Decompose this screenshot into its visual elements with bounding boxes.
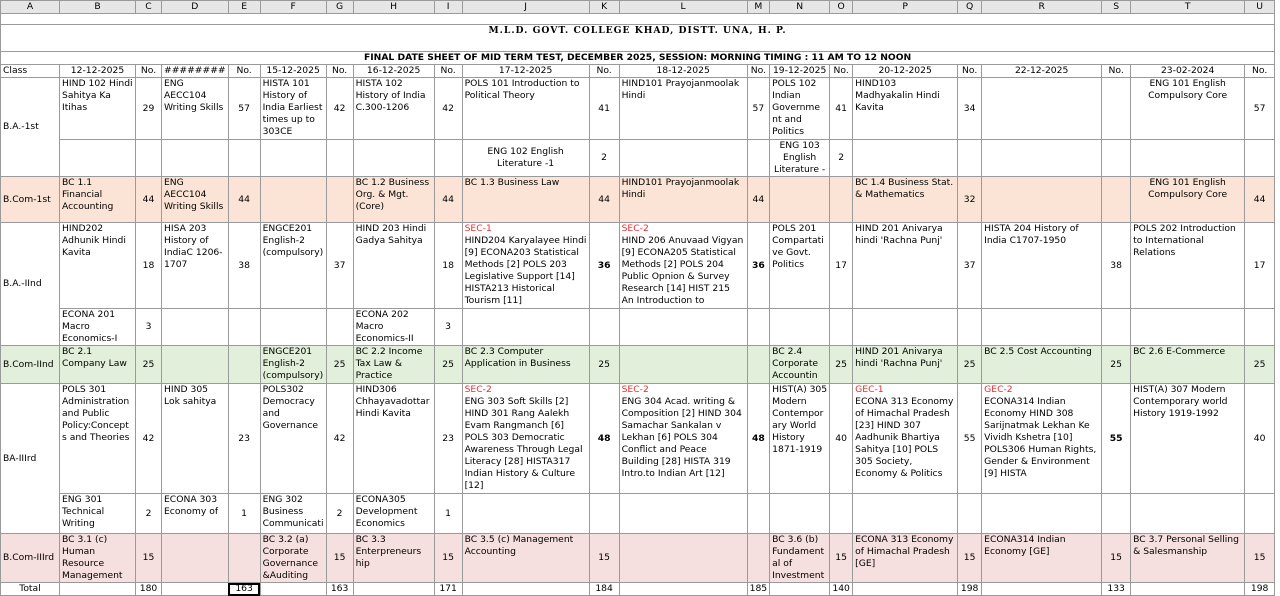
empty-cell[interactable] <box>162 140 229 177</box>
empty-cell[interactable] <box>60 140 136 177</box>
empty-cell[interactable] <box>462 494 589 534</box>
count-cell[interactable]: 25 <box>1102 346 1131 384</box>
total-cell[interactable]: 133 <box>1102 583 1131 596</box>
empty-cell[interactable] <box>353 140 434 177</box>
total-cell[interactable]: 184 <box>589 583 619 596</box>
col-letter[interactable]: R <box>982 1 1102 14</box>
count-cell[interactable] <box>326 177 353 223</box>
empty-cell[interactable] <box>982 583 1102 596</box>
class-cell[interactable]: B.Com-IIIrd <box>1 534 60 583</box>
empty-cell[interactable] <box>1102 140 1131 177</box>
subject-cell[interactable] <box>462 384 589 494</box>
subject-cell[interactable] <box>770 177 830 223</box>
empty-cell[interactable] <box>326 140 353 177</box>
table-row <box>1 78 1275 140</box>
class-cell[interactable]: B.A.-1st <box>1 78 60 177</box>
empty-cell[interactable] <box>162 583 229 596</box>
table-row <box>1 223 1275 309</box>
subject-cell[interactable] <box>619 346 747 384</box>
count-cell[interactable]: 2 <box>136 494 162 534</box>
header-date[interactable]: 16-12-2025 <box>353 65 434 78</box>
count-cell[interactable]: 25 <box>830 346 853 384</box>
count-cell[interactable]: 1 <box>228 494 260 534</box>
total-cell[interactable]: 171 <box>434 583 462 596</box>
header-no[interactable]: No. <box>747 65 770 78</box>
class-cell[interactable]: BA-IIIrd <box>1 384 60 534</box>
header-date[interactable]: 12-12-2025 <box>60 65 136 78</box>
subject-cell[interactable]: BC 2.2 Income Tax Law & Practice <box>353 346 434 384</box>
empty-cell[interactable] <box>770 583 830 596</box>
empty-cell[interactable] <box>1131 583 1245 596</box>
subject-cell[interactable]: BC 2.1 Company Law <box>60 346 136 384</box>
empty-cell[interactable] <box>982 494 1102 534</box>
subject-cell[interactable]: HIND101 Prayojanmoolak Hindi <box>619 177 747 223</box>
header-no[interactable]: No. <box>434 65 462 78</box>
count-cell[interactable]: 57 <box>228 78 260 140</box>
col-letter[interactable]: N <box>770 1 830 14</box>
subject-list: ENG 303 Soft Skills [2] HIND 301 Rang Aalekh Evam Rangmanch [6] POLS 303 Democratic Awareness Through Legal Literacy [28] HISTA317 Indian History & Culture [12] <box>464 396 583 491</box>
col-letter[interactable]: L <box>619 1 747 14</box>
subject-cell[interactable] <box>982 177 1102 223</box>
subject-cell[interactable]: HIND 201 Anivarya hindi 'Rachna Punj' <box>853 223 958 309</box>
count-cell[interactable]: 38 <box>1102 223 1131 309</box>
sec-label: GEC-1 <box>855 384 884 395</box>
total-cell[interactable]: 163 <box>326 583 353 596</box>
empty-cell[interactable] <box>619 309 747 346</box>
count-cell[interactable]: 36 <box>747 223 770 309</box>
count-cell[interactable]: 29 <box>136 78 162 140</box>
subject-cell[interactable] <box>619 534 747 583</box>
subject-cell[interactable]: BC 3.2 (a) Corporate Governance &Auditing <box>260 534 326 583</box>
count-cell[interactable]: 55 <box>1102 384 1131 494</box>
subject-cell[interactable]: BC 2.5 Cost Accounting <box>982 346 1102 384</box>
count-cell[interactable]: 25 <box>958 346 982 384</box>
col-letter[interactable]: S <box>1102 1 1131 14</box>
empty-cell[interactable] <box>1131 309 1245 346</box>
empty-cell[interactable] <box>228 309 260 346</box>
count-cell[interactable]: 42 <box>136 384 162 494</box>
count-cell[interactable]: 18 <box>136 223 162 309</box>
empty-cell[interactable] <box>747 309 770 346</box>
count-cell[interactable]: 40 <box>830 384 853 494</box>
count-cell[interactable]: 57 <box>747 78 770 140</box>
col-letter[interactable]: P <box>853 1 958 14</box>
subject-cell[interactable] <box>853 384 958 494</box>
subject-cell[interactable]: POLS302 Democracy and Governance <box>260 384 326 494</box>
empty-cell[interactable] <box>958 309 982 346</box>
count-cell[interactable] <box>228 534 260 583</box>
empty-cell[interactable] <box>260 140 326 177</box>
subject-cell[interactable]: ECONA 313 Economy of Himachal Pradesh [GE] <box>853 534 958 583</box>
class-cell[interactable]: B.Com-IInd <box>1 346 60 384</box>
col-letter[interactable]: Q <box>958 1 982 14</box>
header-no[interactable]: No. <box>589 65 619 78</box>
sheet-title[interactable]: M.L.D. GOVT. COLLEGE KHAD, DISTT. UNA, H. P. <box>1 25 1275 52</box>
empty-cell[interactable] <box>619 140 747 177</box>
subject-cell[interactable]: ECONA 202 Macro Economics-II <box>353 309 434 346</box>
empty-cell[interactable] <box>830 494 853 534</box>
count-cell[interactable]: 25 <box>589 346 619 384</box>
table-row <box>1 534 1275 583</box>
empty-cell[interactable] <box>830 309 853 346</box>
subject-cell[interactable] <box>162 346 229 384</box>
empty-cell[interactable] <box>353 583 434 596</box>
empty-cell[interactable] <box>1131 494 1245 534</box>
header-date[interactable]: 18-12-2025 <box>619 65 747 78</box>
empty-cell[interactable] <box>1102 494 1131 534</box>
empty-cell[interactable] <box>1102 309 1131 346</box>
header-date[interactable]: 19-12-2025 <box>770 65 830 78</box>
subject-cell[interactable]: HIND 203 Hindi Gadya Sahitya <box>353 223 434 309</box>
col-letter[interactable]: J <box>462 1 589 14</box>
total-cell[interactable]: 180 <box>136 583 162 596</box>
col-letter[interactable]: H <box>353 1 434 14</box>
count-cell[interactable]: 2 <box>589 140 619 177</box>
count-cell[interactable]: 23 <box>228 384 260 494</box>
subject-cell[interactable]: POLS 202 Introduction to International Relations <box>1131 223 1245 309</box>
subject-cell[interactable] <box>982 384 1102 494</box>
header-class[interactable]: Class <box>1 65 60 78</box>
col-letter[interactable]: G <box>326 1 353 14</box>
subject-cell[interactable]: ECONA 201 Macro Economics-I <box>60 309 136 346</box>
subject-cell[interactable] <box>619 384 747 494</box>
count-cell[interactable]: 37 <box>326 223 353 309</box>
subject-cell[interactable]: POLS 102 Indian Governme nt and Politics <box>770 78 830 140</box>
count-cell[interactable]: 15 <box>830 534 853 583</box>
subject-cell[interactable]: ENG 103 English Literature - <box>770 140 830 177</box>
header-no[interactable]: No. <box>830 65 853 78</box>
table-row <box>1 494 1275 534</box>
count-cell[interactable]: 44 <box>434 177 462 223</box>
header-date[interactable]: 22-12-2025 <box>982 65 1102 78</box>
subject-list: ENG 304 Acad. writing & Composition [2] HIND 304 Samachar Sankalan v Lekhan [6] POLS 304 Conflict and Peace Building [28] HISTA 319 Intro.to Indian Art [12] <box>621 396 742 479</box>
count-cell[interactable]: 48 <box>747 384 770 494</box>
sheet-subtitle[interactable]: FINAL DATE SHEET OF MID TERM TEST, DECEMBER 2025, SESSION: MORNING TIMING : 11 AM TO 12 NOON <box>1 52 1275 65</box>
subject-cell[interactable]: ENG 101 English Compulsory Core <box>1131 177 1245 223</box>
count-cell[interactable]: 23 <box>434 384 462 494</box>
empty-cell[interactable] <box>853 494 958 534</box>
subject-cell[interactable]: HIND101 Prayojanmoolak Hindi <box>619 78 747 140</box>
count-cell[interactable] <box>1102 177 1131 223</box>
subject-cell[interactable]: BC 3.6 (b) Fundament al of Investment <box>770 534 830 583</box>
count-cell[interactable]: 44 <box>589 177 619 223</box>
table-row <box>1 346 1275 384</box>
header-no[interactable]: No. <box>228 65 260 78</box>
subject-cell[interactable]: BC 3.1 (c) Human Resource Management <box>60 534 136 583</box>
subject-cell[interactable]: HIND202 Adhunik Hindi Kavita <box>60 223 136 309</box>
empty-cell[interactable] <box>619 494 747 534</box>
subject-cell[interactable]: HIND 201 Anivarya hindi 'Rachna Punj' <box>853 346 958 384</box>
count-cell[interactable]: 48 <box>589 384 619 494</box>
col-letter[interactable]: D <box>162 1 229 14</box>
col-letter[interactable]: M <box>747 1 770 14</box>
empty-cell[interactable] <box>228 140 260 177</box>
subject-list: ECONA 313 Economy of Himachal Pradesh [23] HIND 307 Aadhunik Bhartiya Sahitya [10] POLS 305 Society, Economy & Politics <box>855 396 954 479</box>
count-cell[interactable]: 44 <box>747 177 770 223</box>
sec-label: SEC-2 <box>464 384 492 395</box>
empty-cell[interactable] <box>853 140 958 177</box>
empty-cell[interactable] <box>462 309 589 346</box>
subject-list: HIND 206 Anuvaad Vigyan [9] ECONA205 Statistical Methods [2] POLS 204 Public Opnion & Survey Research [14] HIST 215 An Introduction to <box>621 235 744 306</box>
count-cell[interactable]: 34 <box>958 78 982 140</box>
header-date[interactable]: 15-12-2025 <box>260 65 326 78</box>
count-cell[interactable]: 2 <box>326 494 353 534</box>
sec-label: SEC-2 <box>621 384 649 395</box>
count-cell[interactable]: 42 <box>434 78 462 140</box>
subject-cell[interactable]: ENG 301 Technical Writing <box>60 494 136 534</box>
subject-cell[interactable]: HIND306 Chhayavadottar Hindi Kavita <box>353 384 434 494</box>
empty-cell[interactable] <box>326 309 353 346</box>
header-date[interactable]: ######## <box>162 65 229 78</box>
count-cell[interactable]: 44 <box>136 177 162 223</box>
empty-cell[interactable] <box>1131 140 1245 177</box>
col-letter[interactable]: F <box>260 1 326 14</box>
count-cell[interactable]: 15 <box>326 534 353 583</box>
empty-cell[interactable] <box>619 583 747 596</box>
sec-label: SEC-2 <box>621 223 649 234</box>
col-letter[interactable]: K <box>589 1 619 14</box>
subject-cell[interactable]: ENG 101 English Compulsory Core <box>1131 78 1245 140</box>
count-cell[interactable]: 44 <box>228 177 260 223</box>
subject-cell[interactable]: HIND 305 Lok sahitya <box>162 384 229 494</box>
class-cell[interactable]: B.Com-1st <box>1 177 60 223</box>
sec-label: SEC-1 <box>464 223 492 234</box>
count-cell[interactable]: 40 <box>1245 384 1275 494</box>
blank-row[interactable] <box>1 14 1275 25</box>
count-cell[interactable]: 42 <box>326 78 353 140</box>
header-row <box>1 65 1275 78</box>
empty-cell[interactable] <box>982 140 1102 177</box>
col-letter[interactable]: E <box>228 1 260 14</box>
subject-cell[interactable]: BC 1.3 Business Law <box>462 177 589 223</box>
subject-cell[interactable]: POLS 101 Introduction to Political Theory <box>462 78 589 140</box>
subject-cell[interactable] <box>162 534 229 583</box>
subject-cell[interactable] <box>462 223 589 309</box>
empty-cell[interactable] <box>747 140 770 177</box>
table-row <box>1 309 1275 346</box>
empty-cell[interactable] <box>853 583 958 596</box>
empty-cell[interactable] <box>589 309 619 346</box>
subject-cell[interactable]: BC 1.1 Financial Accounting <box>60 177 136 223</box>
header-date[interactable]: 23-02-2024 <box>1131 65 1245 78</box>
count-cell[interactable]: 25 <box>1245 346 1275 384</box>
count-cell[interactable]: 32 <box>958 177 982 223</box>
count-cell[interactable]: 44 <box>1245 177 1275 223</box>
empty-cell[interactable] <box>462 583 589 596</box>
subject-cell[interactable]: HISTA 102 History of India C.300-1206 <box>353 78 434 140</box>
empty-cell[interactable] <box>1245 309 1275 346</box>
empty-cell[interactable] <box>60 583 136 596</box>
header-no[interactable]: No. <box>1102 65 1131 78</box>
count-cell[interactable]: 25 <box>326 346 353 384</box>
subject-cell[interactable]: BC 1.2 Business Org. & Mgt.(Core) <box>353 177 434 223</box>
empty-cell[interactable] <box>958 140 982 177</box>
subject-cell[interactable]: ENG 102 English Literature -1 <box>462 140 589 177</box>
total-row <box>1 583 1275 596</box>
count-cell[interactable]: 1 <box>434 494 462 534</box>
header-date[interactable]: 17-12-2025 <box>462 65 589 78</box>
count-cell[interactable]: 55 <box>958 384 982 494</box>
class-cell[interactable]: B.A.-IInd <box>1 223 60 346</box>
subject-cell[interactable]: ENG AECC104 Writing Skills <box>162 177 229 223</box>
count-cell[interactable] <box>228 346 260 384</box>
empty-cell[interactable] <box>162 309 229 346</box>
count-cell[interactable] <box>1102 78 1131 140</box>
header-no[interactable]: No. <box>958 65 982 78</box>
count-cell[interactable]: 17 <box>830 223 853 309</box>
col-letter[interactable]: O <box>830 1 853 14</box>
subject-cell[interactable]: BC 3.3 Enterpreneurs hip <box>353 534 434 583</box>
subject-cell[interactable]: HIND 102 Hindi Sahitya Ka Itihas <box>60 78 136 140</box>
subject-list: ECONA314 Indian Economy HIND 308 Sarijnatmak Lekhan Ke Vividh Kshetra [10] POLS306 Human Rights, Gender & Environment [9] HISTA <box>984 396 1097 479</box>
empty-cell[interactable] <box>853 309 958 346</box>
count-cell[interactable]: 41 <box>589 78 619 140</box>
col-letter[interactable]: A <box>1 1 60 14</box>
total-cell[interactable]: 140 <box>830 583 853 596</box>
empty-cell[interactable] <box>1245 140 1275 177</box>
subject-cell[interactable]: BC 3.5 (c) Management Accounting <box>462 534 589 583</box>
column-letter-row <box>1 1 1275 14</box>
subject-cell[interactable]: HIST(A) 305 Modern Contempor ary World History 1871-1919 <box>770 384 830 494</box>
count-cell[interactable]: 57 <box>1245 78 1275 140</box>
count-cell[interactable]: 18 <box>434 223 462 309</box>
count-cell[interactable]: 3 <box>136 309 162 346</box>
count-cell[interactable]: 17 <box>1245 223 1275 309</box>
total-cell[interactable]: 198 <box>958 583 982 596</box>
subject-cell[interactable]: BC 2.4 Corporate Accountin <box>770 346 830 384</box>
count-cell[interactable]: 15 <box>589 534 619 583</box>
subject-cell[interactable] <box>260 177 326 223</box>
count-cell[interactable]: 3 <box>434 309 462 346</box>
count-cell[interactable]: 15 <box>1245 534 1275 583</box>
total-label[interactable]: Total <box>1 583 60 596</box>
count-cell[interactable]: 25 <box>434 346 462 384</box>
selected-cell[interactable]: 163 <box>228 583 260 596</box>
subject-list: HIND204 Karyalayee Hindi [9] ECONA203 Statistical Methods [2] POLS 203 Legislative Support [14] HISTA213 Historical Tourism [11] <box>464 235 587 306</box>
col-letter[interactable]: I <box>434 1 462 14</box>
sec-label: GEC-2 <box>984 384 1013 395</box>
subject-cell[interactable]: POLS 301 Administration and Public Policy:Concept s and Theories <box>60 384 136 494</box>
subject-cell[interactable]: BC 1.4 Business Stat. & Mathematics <box>853 177 958 223</box>
empty-cell[interactable] <box>589 494 619 534</box>
header-no[interactable]: No. <box>136 65 162 78</box>
count-cell[interactable]: 37 <box>958 223 982 309</box>
subject-cell[interactable]: BC 2.3 Computer Application in Business <box>462 346 589 384</box>
header-date[interactable]: 20-12-2025 <box>853 65 958 78</box>
count-cell[interactable]: 15 <box>434 534 462 583</box>
header-no[interactable]: No. <box>326 65 353 78</box>
subject-cell[interactable]: ENGCE201 English-2 (compulsory) <box>260 346 326 384</box>
empty-cell[interactable] <box>1245 494 1275 534</box>
subject-cell[interactable]: HISTA 204 History of India C1707-1950 <box>982 223 1102 309</box>
count-cell[interactable]: 38 <box>228 223 260 309</box>
subject-cell[interactable]: BC 2.6 E-Commerce <box>1131 346 1245 384</box>
col-letter[interactable]: T <box>1131 1 1245 14</box>
count-cell[interactable] <box>747 346 770 384</box>
empty-cell[interactable] <box>747 494 770 534</box>
table-row <box>1 140 1275 177</box>
total-cell[interactable]: 198 <box>1245 583 1275 596</box>
subject-cell[interactable]: BC 3.7 Personal Selling & Salesmanship <box>1131 534 1245 583</box>
table-row <box>1 384 1275 494</box>
col-letter[interactable]: U <box>1245 1 1275 14</box>
empty-cell[interactable] <box>770 494 830 534</box>
header-no[interactable]: No. <box>1245 65 1275 78</box>
subject-cell[interactable]: ENGCE201 English-2 (compulsory) <box>260 223 326 309</box>
empty-cell[interactable] <box>260 583 326 596</box>
subject-cell[interactable]: HIND103 Madhyakalin Hindi Kavita <box>853 78 958 140</box>
subject-cell[interactable]: HIST(A) 307 Modern Contemporary world History 1919-1992 <box>1131 384 1245 494</box>
subject-cell[interactable] <box>982 78 1102 140</box>
subject-cell[interactable]: HISA 203 History of IndiaC 1206-1707 <box>162 223 229 309</box>
total-cell[interactable]: 185 <box>747 583 770 596</box>
count-cell[interactable]: 2 <box>830 140 853 177</box>
empty-cell[interactable] <box>958 494 982 534</box>
table-row <box>1 177 1275 223</box>
empty-cell[interactable] <box>982 309 1102 346</box>
count-cell[interactable]: 25 <box>136 346 162 384</box>
subject-cell[interactable]: HISTA 101 History of India Earliest times up to 303CE <box>260 78 326 140</box>
subject-cell[interactable]: ECONA 303 Economy of <box>162 494 229 534</box>
subject-cell[interactable] <box>619 223 747 309</box>
subject-cell[interactable]: ECONA305 Development Economics <box>353 494 434 534</box>
count-cell[interactable]: 15 <box>1102 534 1131 583</box>
count-cell[interactable]: 41 <box>830 78 853 140</box>
count-cell[interactable] <box>747 534 770 583</box>
subject-cell[interactable]: ECONA314 Indian Economy [GE] <box>982 534 1102 583</box>
col-letter[interactable]: B <box>60 1 136 14</box>
subject-cell[interactable]: POLS 201 Compartati ve Govt. Politics <box>770 223 830 309</box>
count-cell[interactable]: 15 <box>958 534 982 583</box>
empty-cell[interactable] <box>136 140 162 177</box>
empty-cell[interactable] <box>260 309 326 346</box>
subject-cell[interactable]: ENG 302 Business Communicati <box>260 494 326 534</box>
count-cell[interactable]: 15 <box>136 534 162 583</box>
empty-cell[interactable] <box>770 309 830 346</box>
count-cell[interactable] <box>830 177 853 223</box>
col-letter[interactable]: C <box>136 1 162 14</box>
count-cell[interactable]: 36 <box>589 223 619 309</box>
count-cell[interactable]: 42 <box>326 384 353 494</box>
empty-cell[interactable] <box>434 140 462 177</box>
subject-cell[interactable]: ENG AECC104 Writing Skills <box>162 78 229 140</box>
